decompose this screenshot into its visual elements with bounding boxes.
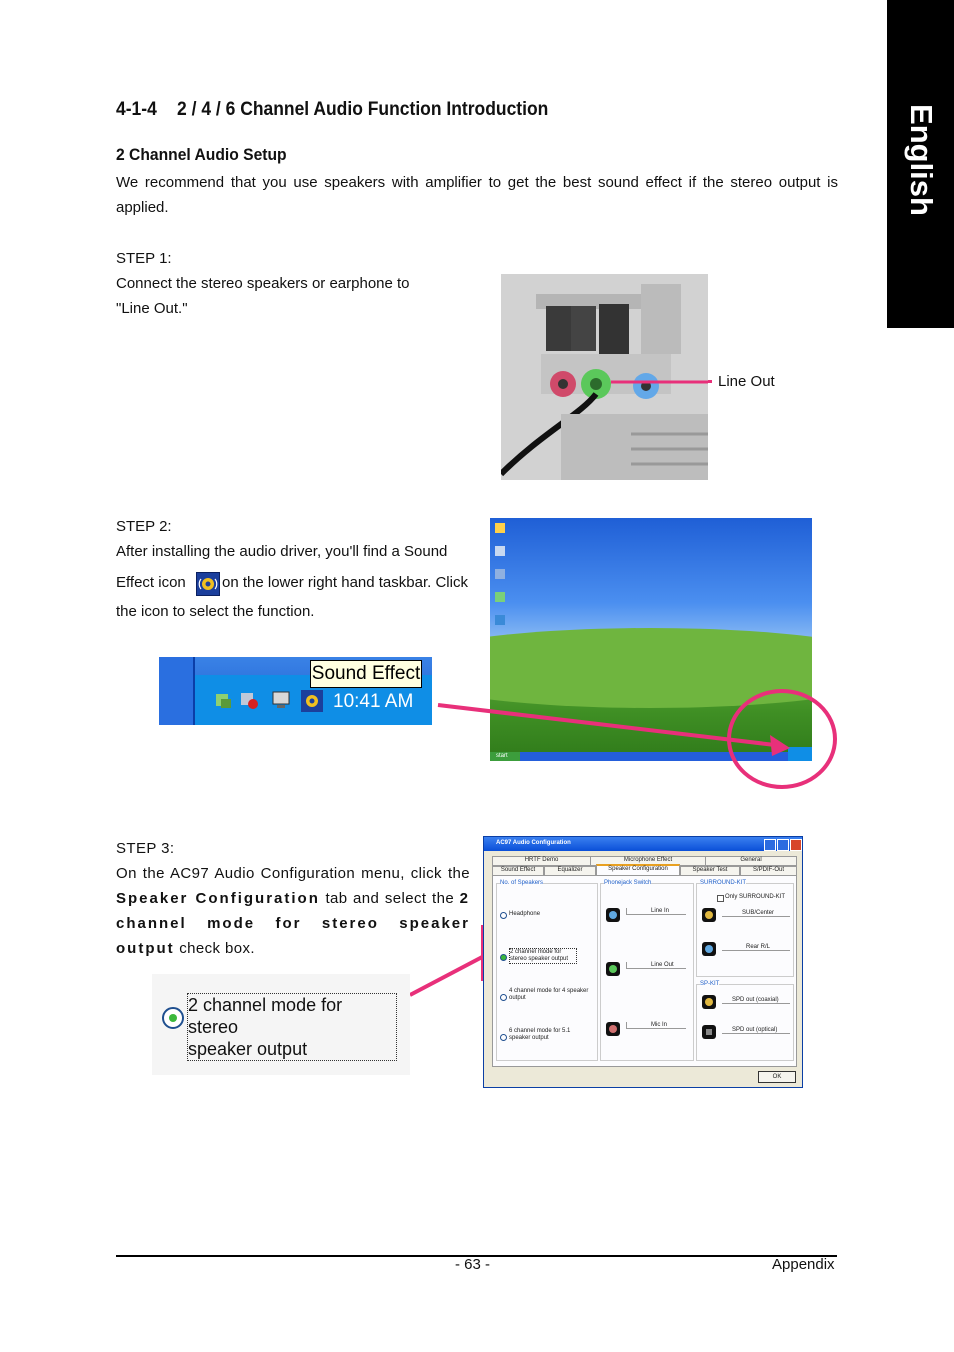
radio-2ch-zoom[interactable] bbox=[162, 1007, 184, 1029]
step3-label: STEP 3: bbox=[116, 840, 175, 857]
ac97-dialog bbox=[483, 836, 803, 1088]
option-headphone: Headphone bbox=[509, 911, 541, 917]
option-4ch: 4 channel mode for 4 speaker output bbox=[509, 988, 589, 1001]
group-phonejack: Phonejack Switch Line In Line Out Mic In bbox=[600, 883, 694, 1061]
intro-paragraph: We recommend that you use speakers with amplifier to get the best sound effect if the stereo output is applied. bbox=[116, 174, 838, 216]
line-out-callout: Line Out bbox=[718, 373, 775, 390]
radio-headphone[interactable] bbox=[500, 912, 507, 919]
step2-line2a: Effect icon bbox=[116, 574, 186, 591]
step2-line1: After installing the audio driver, you'll find a Sound bbox=[116, 543, 448, 560]
tab-speaker-configuration[interactable]: Speaker Configuration bbox=[596, 864, 680, 877]
sound-effect-tooltip: Sound Effect bbox=[310, 660, 422, 688]
step1-line2: "Line Out." bbox=[116, 300, 188, 317]
radio-6ch[interactable] bbox=[500, 1034, 507, 1041]
tab-general[interactable]: General bbox=[705, 856, 797, 866]
step2-label: STEP 2: bbox=[116, 518, 172, 535]
optical-jack-icon bbox=[702, 1025, 716, 1039]
radio-2ch-zoom-label: 2 channel mode for stereo speaker output bbox=[187, 993, 397, 1061]
dialog-title: AC97 Audio Configuration bbox=[496, 840, 571, 846]
speaker-config-bold: Speaker Configuration bbox=[116, 890, 320, 907]
option-2ch: 2 channel mode for stereo speaker output bbox=[509, 948, 577, 964]
tab-spdif-out[interactable]: S/PDIF-Out bbox=[740, 866, 797, 876]
checkbox-zoom bbox=[152, 974, 410, 1075]
tab-content bbox=[492, 875, 797, 1067]
mic-in-jack-icon bbox=[606, 1022, 620, 1036]
step1-line1: Connect the stereo speakers or earphone to bbox=[116, 275, 410, 292]
step2-line2b: on the lower right hand taskbar. Click bbox=[222, 574, 468, 591]
line-in-jack-icon bbox=[606, 908, 620, 922]
radio-4ch[interactable] bbox=[500, 994, 507, 1001]
tab-hrtf-demo[interactable]: HRTF Demo bbox=[492, 856, 591, 866]
rear-jack-icon bbox=[702, 942, 716, 956]
footer-section: Appendix bbox=[772, 1256, 835, 1273]
tab-equalizer[interactable]: Equalizer bbox=[544, 866, 596, 876]
start-button-label: start bbox=[496, 753, 508, 759]
radio-2ch[interactable] bbox=[500, 954, 507, 961]
option-6ch: 6 channel mode for 5.1 speaker output bbox=[509, 1028, 571, 1041]
ok-button[interactable]: OK bbox=[758, 1071, 796, 1083]
line-out-jack-icon bbox=[606, 962, 620, 976]
sub-center-jack-icon bbox=[702, 908, 716, 922]
dialog-titlebar bbox=[484, 837, 802, 851]
subsection-heading: 2 Channel Audio Setup bbox=[116, 145, 287, 164]
page-number: - 63 - bbox=[455, 1256, 491, 1273]
section-number: 4-1-4 bbox=[116, 99, 157, 120]
group-sp-kit: SP-KIT SPD out (coaxial) SPD out (optical) bbox=[696, 984, 794, 1061]
minimize-button[interactable] bbox=[764, 839, 776, 851]
tab-speaker-test[interactable]: Speaker Test bbox=[680, 866, 740, 876]
step1-label: STEP 1: bbox=[116, 250, 172, 267]
tray-clock: 10:41 AM bbox=[333, 691, 414, 712]
group-surround-kit: SURROUND-KIT Only SURROUND-KIT SUB/Center Rear R/L bbox=[696, 883, 794, 977]
group-speakers: No. of Speakers Headphone 2 channel mode for stereo speaker output 4 channel mode for 4 speaker output 6 channel mode for 5.1 speaker output bbox=[496, 883, 598, 1061]
tab-microphone-effect[interactable]: Microphone Effect bbox=[590, 856, 706, 866]
tab-sound-effect[interactable]: Sound Effect bbox=[492, 866, 544, 876]
two-channel-bold: 2 channel mode for stereo speaker output bbox=[116, 890, 470, 957]
step3-text: STEP 3: On the AC97 Audio Configuration menu, click the Speaker Configuration tab and select the 2 channel mode for stereo speaker output check box. bbox=[116, 836, 470, 961]
close-button[interactable] bbox=[790, 839, 802, 851]
checkbox-only-surround[interactable] bbox=[717, 895, 724, 902]
maximize-button[interactable] bbox=[777, 839, 789, 851]
language-tab-label: English bbox=[903, 104, 939, 216]
coaxial-jack-icon bbox=[702, 995, 716, 1009]
section-title: 2 / 4 / 6 Channel Audio Function Introduction bbox=[177, 99, 549, 120]
step2-line3: the icon to select the function. bbox=[116, 603, 315, 620]
